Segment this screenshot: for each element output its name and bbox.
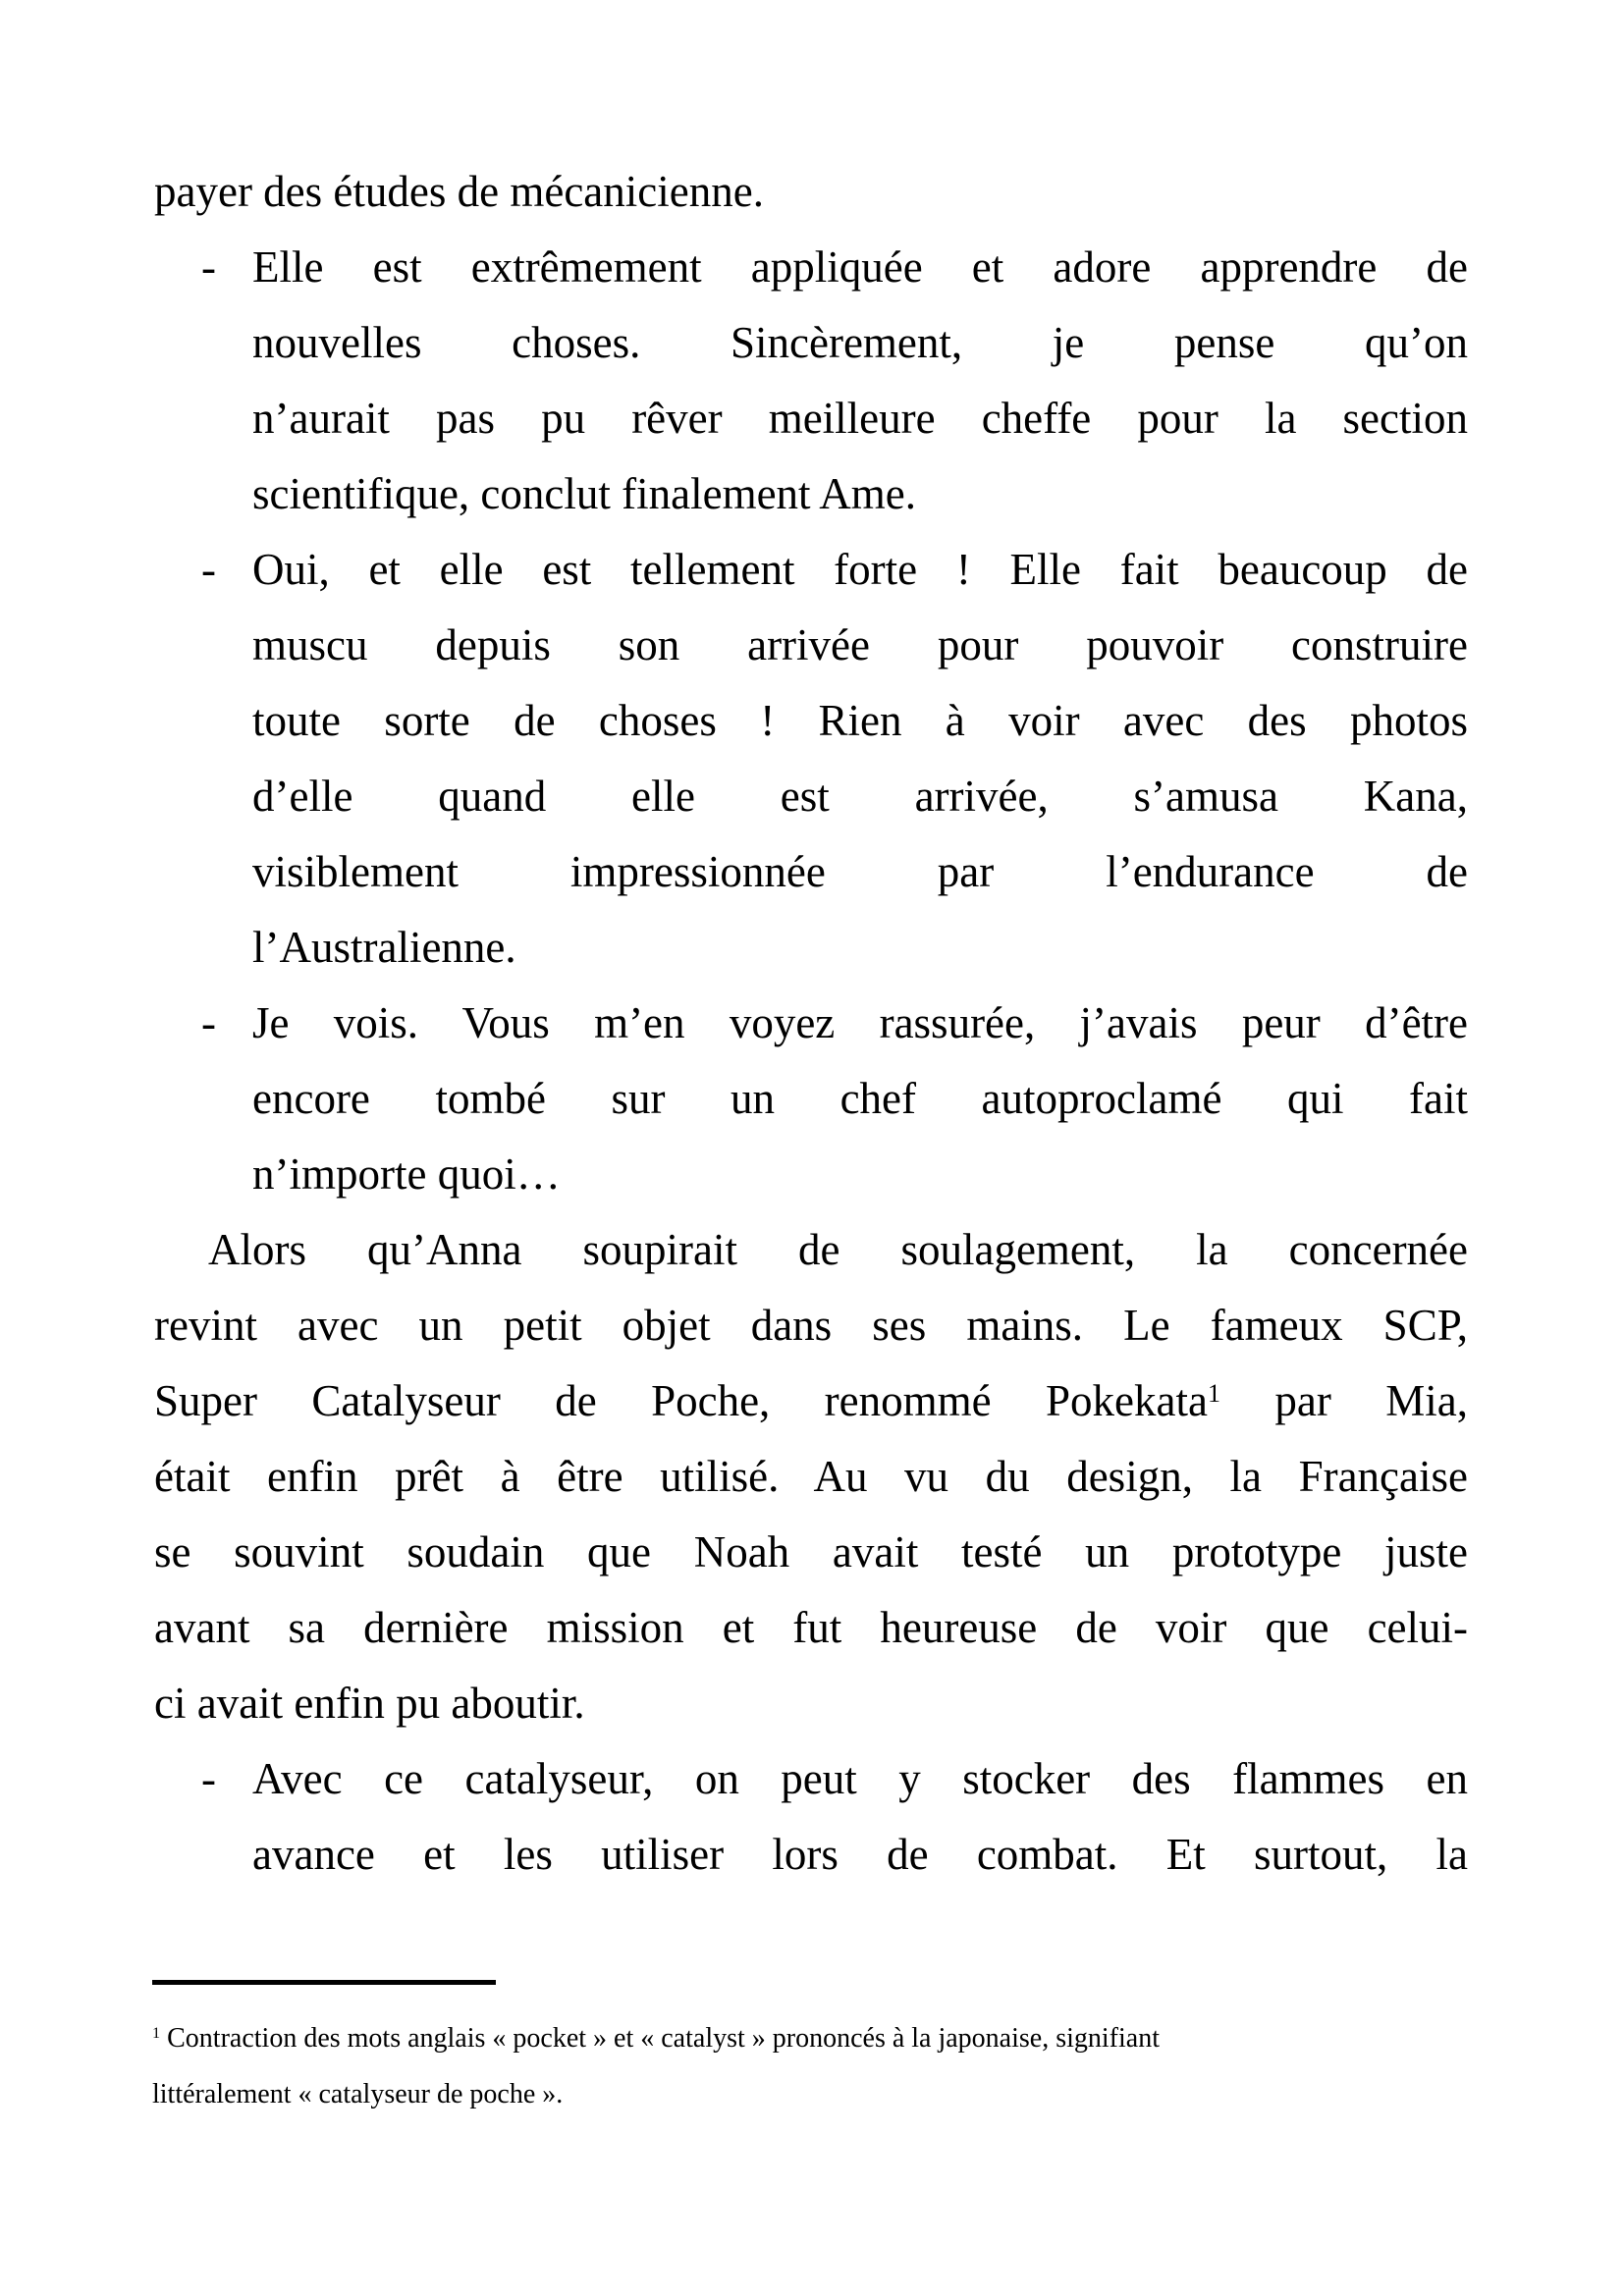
text-line xyxy=(201,532,1468,608)
dialogue-dash-marker: - xyxy=(201,1754,216,1803)
dialogue-dash-marker: - xyxy=(201,998,216,1047)
paragraph xyxy=(154,154,1468,230)
text-segment: se souvint soudain que Noah avait testé un prototype juste xyxy=(154,1527,1468,1576)
text-segment: d’elle quand elle est arrivée, s’amusa Kana, xyxy=(252,772,1468,821)
text-segment: littéralement « catalyseur de poche ». xyxy=(152,2079,564,2109)
text-segment: revint avec un petit objet dans ses mains. Le fameux SCP, xyxy=(154,1301,1468,1350)
text-segment: Je vois. Vous m’en voyez rassurée, j’avais peur d’être xyxy=(252,998,1468,1047)
text-segment: muscu depuis son arrivée pour pouvoir construire xyxy=(252,620,1468,669)
text-segment: ci avait enfin pu aboutir. xyxy=(154,1679,585,1728)
dialogue-paragraph xyxy=(154,1741,1468,1893)
text-segment: Avec ce catalyseur, on peut y stocker des flammes en xyxy=(252,1754,1468,1803)
text-line xyxy=(252,608,1468,683)
text-line xyxy=(154,1439,1468,1515)
text-line xyxy=(252,683,1468,759)
text-line xyxy=(252,834,1468,910)
dialogue-dash-marker: - xyxy=(201,242,216,292)
text-segment: avant sa dernière mission et fut heureuse de voir que celui- xyxy=(154,1603,1468,1652)
text-line xyxy=(154,1363,1468,1439)
text-line xyxy=(252,1817,1468,1893)
text-segment: nouvelles choses. Sincèrement, je pense qu’on xyxy=(252,318,1468,367)
footnote xyxy=(152,2010,1527,2122)
text-line xyxy=(252,381,1468,456)
text-segment: Oui, et elle est tellement forte ! Elle fait beaucoup de xyxy=(252,545,1468,594)
text-line xyxy=(252,1061,1468,1137)
text-segment: n’importe quoi… xyxy=(252,1149,561,1199)
text-line xyxy=(252,759,1468,834)
text-segment: était enfin prêt à être utilisé. Au vu du design, la Française xyxy=(154,1452,1468,1501)
dialogue-dash-marker: - xyxy=(201,545,216,594)
text-segment: par Mia, xyxy=(1220,1376,1468,1425)
text-line xyxy=(252,456,1468,532)
text-line xyxy=(201,230,1468,305)
text-line xyxy=(154,1590,1468,1666)
text-line xyxy=(252,910,1468,986)
text-segment: l’Australienne. xyxy=(252,923,516,972)
text-line xyxy=(208,1212,1468,1288)
footnote-reference-superscript: 1 xyxy=(152,2024,161,2043)
text-line xyxy=(154,1666,1468,1741)
text-segment: visiblement impressionnée par l’endurance de xyxy=(252,847,1468,896)
text-segment: payer des études de mécanicienne. xyxy=(154,167,764,216)
paragraph xyxy=(154,1212,1468,1741)
text-segment: encore tombé sur un chef autoproclamé qui fait xyxy=(252,1074,1468,1123)
text-line xyxy=(201,1741,1468,1817)
footnote-separator xyxy=(152,1980,496,1985)
footnote-reference-superscript: 1 xyxy=(1207,1378,1221,1408)
footnote-line xyxy=(152,2066,1527,2122)
text-line xyxy=(252,1137,1468,1212)
text-segment: n’aurait pas pu rêver meilleure cheffe pour la section xyxy=(252,394,1468,443)
text-segment: Super Catalyseur de Poche, renommé Pokekata xyxy=(154,1376,1208,1425)
dialogue-paragraph xyxy=(154,986,1468,1212)
text-segment: Alors qu’Anna soupirait de soulagement, la concernée xyxy=(208,1225,1468,1274)
text-segment: Contraction des mots anglais « pocket » et « catalyst » prononcés à la japonaise, signifiant xyxy=(160,2023,1160,2054)
text-segment: avance et les utiliser lors de combat. Et surtout, la xyxy=(252,1830,1468,1879)
text-segment: scientifique, conclut finalement Ame. xyxy=(252,469,917,518)
text-line xyxy=(154,1515,1468,1590)
text-line xyxy=(201,986,1468,1061)
text-line xyxy=(154,1288,1468,1363)
text-line xyxy=(154,154,1468,230)
text-line xyxy=(252,305,1468,381)
text-segment: Elle est extrêmement appliquée et adore apprendre de xyxy=(252,242,1468,292)
footnote-line xyxy=(152,2010,1527,2066)
dialogue-paragraph xyxy=(154,532,1468,986)
dialogue-paragraph xyxy=(154,230,1468,532)
page-text xyxy=(154,154,1468,1893)
text-segment: toute sorte de choses ! Rien à voir avec des photos xyxy=(252,696,1468,745)
